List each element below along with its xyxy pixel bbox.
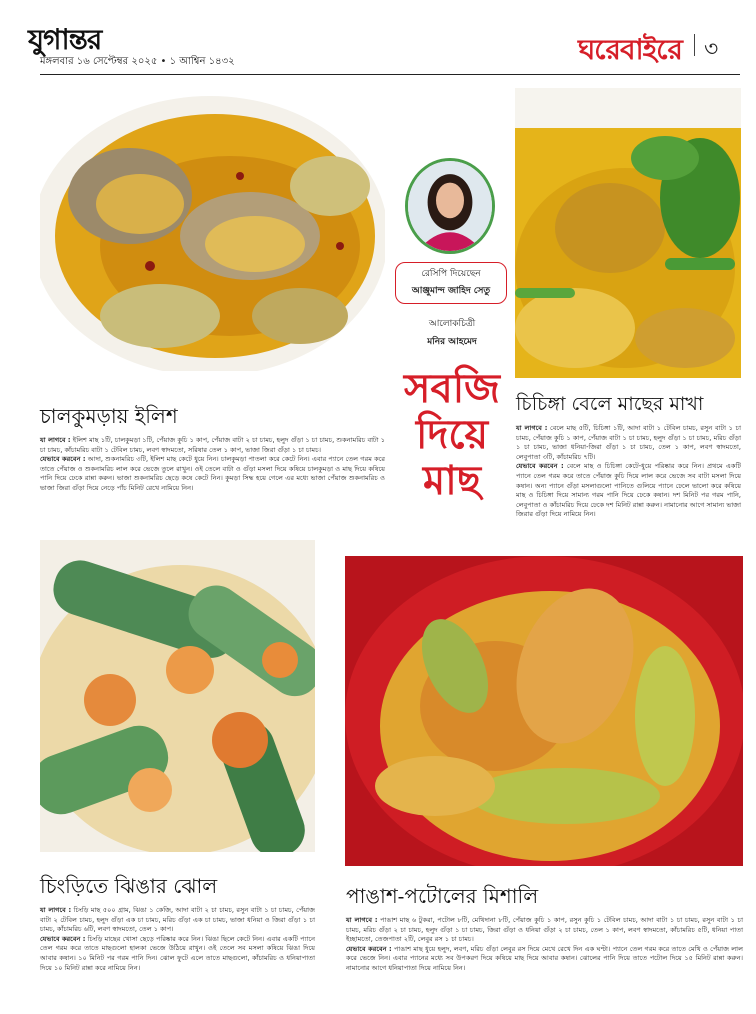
recipe-body-ilish <box>40 436 385 494</box>
ingredients-text: বেলে মাছ ৫টি, চিচিঙ্গা ১টি, আদা বাটা ১ টেবিল চামচ, রসুন বাটা ১ চা চামচ, পেঁয়াজ কুচি ১ কাপ, পেঁয়াজ বাটা ১ চা চামচ, হলুদ গুঁড়া ১ চা চামচ, মরিচ গুঁড়া ১ চা চামচ, ভাজা ধনিয়া-জিরা গুঁড়া ১ চা চামচ, তেল ১ কাপ, লবণ স্বাদমতো, লেবুপাতা ৩টি, কাঁচামরিচ ৭টি। <box>516 424 741 461</box>
ingredients-text: চিংড়ি মাছ ৫০০ গ্রাম, ঝিঙা ১ কেজি, আদা বাটা ২ চা চামচ, রসুন বাটা ১ চা চামচ, পেঁয়াজ বাটা ২ টেবিল চামচ, হলুদ গুঁড়া এক চা চামচ, মরিচ গুঁড়া এক চা চামচ, ভাজা ধনিয়া ও জিরা গুঁড়া ১ চা চামচ, কাঁচামরিচ ৬টি, লবণ স্বাদমতো, তেল ১ কাপ। <box>40 906 315 934</box>
recipe-credit-box <box>395 262 507 304</box>
recipe-title-jhinga: চিংড়িতে ঝিঙার ঝোল <box>40 874 218 898</box>
method-text: বেলে মাছ ও চিচিঙ্গা কেটে-ধুয়ে পরিষ্কার করে নিন। প্রথমে একটি প্যানে তেল গরম করে তাতে পেঁয়াজ কুচি দিয়ে লাল করে ভেজে সব বাটা মসলা দিয়ে কষান। অন্য প্যানে গুঁড়া মসলাগুলো পানিতে গুলিয়ে প্যানে ঢেলে ভালো করে কষিয়ে মাছ ও চিচিঙ্গা দিয়ে সামান্য গরম পানি দিয়ে ঢেকে কষান। দশ মিনিট পর গরম পানি, লেবুপাতা ও কাঁচামরিচ দিয়ে ঢেকে দশ মিনিট রান্না করুন। নামানোর আগে সামান্য ভাজা জিরার গুঁড়া দিয়ে নামিয়ে নিন। <box>516 462 742 519</box>
feature-title-line: সবজি <box>404 365 500 412</box>
credit-name: আঞ্জুমান্দ জাহিদ সেতু <box>411 286 491 296</box>
method-text: চিংড়ি মাছের খোসা ছেড়ে পরিষ্কার করে নিন। ঝিঙা ছিলে কেটে নিন। এবার একটি প্যানে তেল গরম করে তাতে মাছগুলো হালকা ভেজে উঠিয়ে রাখুন। ওই তেলে সব মসলা কষিয়ে ঝিঙা দিয়ে আবার কষান। ১০ মিনিট পর গরম পানি দিন। ঝোল ফুটে এলে তাতে মাছগুলো, কাঁচামরিচ ও ধনিয়াপাতা দিয়ে ১০ মিনিট রান্না করে নামিয়ে নিন। <box>40 934 315 972</box>
recipe-body-pangas <box>346 916 743 974</box>
recipe-title-pangas: পাঙাশ-পটোলের মিশালি <box>346 884 539 908</box>
ingredients-text: পাঙাশ মাছ ৬ টুকরা, পটোল ৮টি, মেথিদানা ৮টি, পেঁয়াজ কুচি ১ কাপ, রসুন কুচি ১ টেবিল চামচ, আদা বাটা ১ চা চামচ, রসুন বাটা ১ চা চামচ, মরিচ গুঁড়া ২ চা চামচ, হলুদ গুঁড়া ১ চা চামচ, জিরা গুঁড়া ও ধনিয়া গুঁড়া ২ চা চামচ, তেল ১ কাপ, লবণ স্বাদমতো, কাঁচামরিচ ৫টি, ধনিয়া পাতা ইচ্ছামতো, তেজপাতা ২টি, লেবুর রস ১ চা চামচ। <box>346 916 743 944</box>
recipe-body-jhinga <box>40 906 315 973</box>
ingredients-text: ইলিশ মাছ ১টি, চালকুমড়া ১টি, পেঁয়াজ কুচি ১ কাপ, পেঁয়াজ বাটা ২ চা চামচ, হলুদ গুঁড়া ১ চা চামচ, শুকনামরিচ বাটা ১ চা চামচ, কাঁচামরিচ বাটা ১ টেবিল চামচ, লবণ স্বাদমতো, সরিষার তেল ১ কাপ, ভাজা জিরা গুঁড়া ১ চা চামচ। <box>40 436 385 454</box>
feature-title-line: দিয়ে <box>415 411 489 458</box>
ilish-curry-photo <box>40 86 385 371</box>
method-label: যেভাবে করবেন : <box>346 944 392 953</box>
dateline: মঙ্গলবার ১৬ সেপ্টেম্বর ২০২৫ • ১ আশ্বিন ১৪৩২ <box>40 56 235 67</box>
masthead-logo: যুগান্তর <box>28 23 102 56</box>
photographer-label: আলোকচিত্রী <box>428 319 476 329</box>
photographer-credit <box>400 316 504 349</box>
recipe-title-ilish: চালকুমড়ায় ইলিশ <box>40 404 178 428</box>
chichinga-fish-photo <box>515 88 741 378</box>
ingredients-label: যা লাগবে : <box>346 916 378 924</box>
page-separator <box>694 34 695 56</box>
pangas-potol-photo <box>345 556 743 866</box>
recipe-title-chichinga: চিচিঙ্গা বেলে মাছের মাখা <box>516 393 704 415</box>
page-number: ৩ <box>704 37 719 62</box>
method-text: পাঙাশ মাছ ধুয়ে হলুদ, লবণ, মরিচ গুঁড়া লেবুর রস দিয়ে মেখে রেখে দিন এক ঘণ্টা। প্যানে তেল গরম করে তাতে মেথি ও পেঁয়াজ লাল করে ভেজে নিন। এবার প্যানের মধ্যে সব উপকরণ দিয়ে কষিয়ে মাছ দিয়ে আবার কষান। ঝোলের পানি দিয়ে তাতে পটোল দিয়ে ১৫ মিনিট রান্না করুন। নামানোর আগে ধনিয়াপাতা দিয়ে নামিয়ে নিন। <box>346 944 743 972</box>
method-text: আদা, শুকনামরিচ ৩টি, ইলিশ মাছ কেটে ধুয়ে নিন। চালকুমড়া পাতলা করে কেটে নিন। এবার প্যানে তেল গরম করে তাতে পেঁয়াজ ও শুকনামরিচ লাল করে ভেজে তুলে রাখুন। ওই তেলে বাটা ও গুঁড়া মসলা দিয়ে কষিয়ে চালকুমড়া ও মাছ দিয়ে কষিয়ে পানি দিয়ে ঢেকে রান্না করুন। ভাজা শুকনামরিচ ছেড়ে কষে কেটে নিন। কুমড়া সিদ্ধ হয়ে গেলে এর মধ্যে ভাজা পেঁয়াজ শুকনামরিচ ও ভাজা জিরা গুঁড়া দিয়ে নেড়ে পাঁচ মিনিট রেখে নামিয়ে নিন। <box>40 455 385 492</box>
method-label: যেভাবে করবেন : <box>516 462 564 471</box>
ingredients-label: যা লাগবে : <box>516 424 548 432</box>
ingredients-label: যা লাগবে : <box>40 436 71 444</box>
method-label: যেভাবে করবেন : <box>40 934 86 943</box>
author-avatar <box>405 158 495 254</box>
section-logo: ঘরেবাইরে <box>578 33 682 66</box>
recipe-body-chichinga <box>516 424 741 520</box>
photographer-name: মনির আহমেদ <box>427 337 477 347</box>
feature-title-line: মাছ <box>422 457 482 504</box>
prawn-jhinga-photo <box>40 540 315 852</box>
header-rule <box>40 74 740 75</box>
ingredients-label: যা লাগবে : <box>40 906 72 914</box>
credit-label: রেসিপি দিয়েছেন <box>421 269 481 279</box>
method-label: যেভাবে করবেন : <box>40 455 86 464</box>
feature-title <box>396 366 508 504</box>
